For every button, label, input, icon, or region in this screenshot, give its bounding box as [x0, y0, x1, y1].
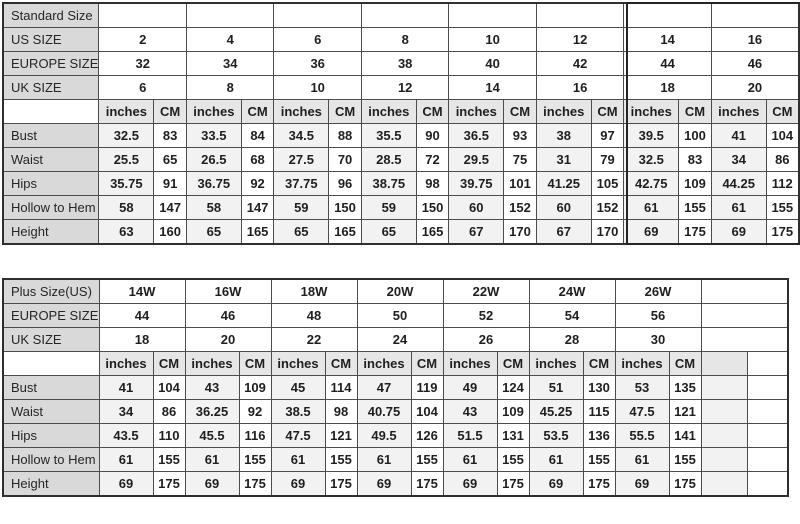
measure-cm-cell: 155 — [669, 448, 701, 472]
measure-inches-cell: 40.75 — [357, 400, 411, 424]
measure-cm-cell: 109 — [679, 172, 712, 196]
size-cell: 8 — [361, 28, 448, 52]
measure-inches-cell: 61 — [271, 448, 325, 472]
measure-inches-cell: 42.75 — [624, 172, 679, 196]
unit-header-cm: CM — [591, 100, 624, 124]
unit-header-inches: inches — [536, 100, 591, 124]
table-row — [3, 279, 788, 304]
measure-cm-cell: 135 — [669, 376, 701, 400]
measure-cm-cell: 97 — [591, 124, 624, 148]
size-cell: 26 — [443, 328, 529, 352]
measure-inches-cell: 51 — [529, 376, 583, 400]
measure-inches-cell: 32.5 — [99, 124, 154, 148]
measure-cm-cell: 112 — [766, 172, 799, 196]
measure-cm-cell: 79 — [591, 148, 624, 172]
size-cell: 4 — [186, 28, 273, 52]
measure-cm-cell: 98 — [416, 172, 449, 196]
size-cell: 12 — [536, 28, 623, 52]
row-label: Hollow to Hem — [3, 448, 99, 472]
measure-inches-cell: 33.5 — [186, 124, 241, 148]
measure-inches-cell: 44.25 — [711, 172, 766, 196]
unit-header-inches: inches — [529, 352, 583, 376]
measure-inches-cell: 67 — [536, 220, 591, 245]
measure-cm-cell: 170 — [504, 220, 537, 245]
measure-cm-cell: 114 — [325, 376, 357, 400]
size-cell — [449, 3, 536, 28]
size-cell: 56 — [615, 304, 701, 328]
empty-cell — [701, 328, 788, 352]
measure-inches-cell: 43 — [443, 400, 497, 424]
size-cell: 18 — [624, 76, 711, 100]
measure-inches-cell: 69 — [99, 472, 153, 497]
measure-inches-cell: 69 — [271, 472, 325, 497]
unit-header-cm: CM — [154, 100, 187, 124]
size-cell: 36 — [274, 52, 361, 76]
table-row — [3, 196, 799, 220]
size-cell — [711, 3, 799, 28]
measure-cm-cell: 165 — [329, 220, 362, 245]
unit-header-cm: CM — [669, 352, 701, 376]
measure-cm-cell: 160 — [154, 220, 187, 245]
table-row — [3, 448, 788, 472]
measure-cm-cell: 155 — [239, 448, 271, 472]
size-cell: 44 — [99, 304, 185, 328]
size-cell: 10 — [274, 76, 361, 100]
measure-inches-cell: 45.25 — [529, 400, 583, 424]
plus-size-table-wrap — [2, 278, 789, 497]
measure-inches-cell: 47 — [357, 376, 411, 400]
size-cell — [624, 3, 711, 28]
table-row — [3, 76, 799, 100]
measure-inches-cell: 69 — [711, 220, 766, 245]
measure-cm-cell: 68 — [241, 148, 274, 172]
measure-cm-cell: 75 — [504, 148, 537, 172]
measure-cm-cell: 150 — [329, 196, 362, 220]
table-row — [3, 28, 799, 52]
measure-inches-cell: 41 — [99, 376, 153, 400]
row-label: EUROPE SIZE — [3, 304, 99, 328]
size-cell: 20 — [711, 76, 799, 100]
empty-cell — [701, 304, 788, 328]
measure-cm-cell: 109 — [497, 400, 529, 424]
measure-inches-cell: 53.5 — [529, 424, 583, 448]
row-label: Hollow to Hem — [3, 196, 99, 220]
measure-inches-cell: 39.75 — [449, 172, 504, 196]
measure-inches-cell: 59 — [274, 196, 329, 220]
measure-cm-cell: 130 — [583, 376, 615, 400]
empty-measure-cell — [701, 472, 747, 497]
row-label: Hips — [3, 424, 99, 448]
table-row — [3, 376, 788, 400]
unit-header-cm: CM — [329, 100, 362, 124]
unit-header-cm: CM — [416, 100, 449, 124]
table-row — [3, 172, 799, 196]
measure-inches-cell: 49 — [443, 376, 497, 400]
measure-cm-cell: 175 — [583, 472, 615, 497]
measure-cm-cell: 86 — [766, 148, 799, 172]
measure-cm-cell: 175 — [153, 472, 185, 497]
size-cell: 46 — [185, 304, 271, 328]
unit-header-cm: CM — [411, 352, 443, 376]
table-row — [3, 472, 788, 497]
size-cell — [361, 3, 448, 28]
measure-cm-cell: 147 — [241, 196, 274, 220]
measure-inches-cell: 63 — [99, 220, 154, 245]
measure-cm-cell: 84 — [241, 124, 274, 148]
size-cell: 16 — [711, 28, 799, 52]
measure-inches-cell: 61 — [615, 448, 669, 472]
empty-measure-cell — [747, 448, 788, 472]
measure-inches-cell: 67 — [449, 220, 504, 245]
measure-inches-cell: 69 — [529, 472, 583, 497]
measure-inches-cell: 38.5 — [271, 400, 325, 424]
empty-measure-cell — [701, 400, 747, 424]
size-cell: 24 — [357, 328, 443, 352]
measure-cm-cell: 83 — [154, 124, 187, 148]
size-cell: 30 — [615, 328, 701, 352]
unit-header-inches: inches — [357, 352, 411, 376]
measure-inches-cell: 41 — [711, 124, 766, 148]
measure-cm-cell: 136 — [583, 424, 615, 448]
measure-inches-cell: 65 — [361, 220, 416, 245]
plus-size-table — [2, 278, 789, 497]
size-cell: 14 — [624, 28, 711, 52]
size-cell: 14 — [449, 76, 536, 100]
unit-header-inches: inches — [274, 100, 329, 124]
size-cell: 34 — [186, 52, 273, 76]
size-cell: 54 — [529, 304, 615, 328]
measure-inches-cell: 65 — [274, 220, 329, 245]
unit-header-cm: CM — [679, 100, 712, 124]
measure-cm-cell: 115 — [583, 400, 615, 424]
measure-inches-cell: 36.5 — [449, 124, 504, 148]
measure-cm-cell: 165 — [416, 220, 449, 245]
size-cell: 12 — [361, 76, 448, 100]
measure-cm-cell: 152 — [591, 196, 624, 220]
measure-inches-cell: 69 — [624, 220, 679, 245]
measure-inches-cell: 69 — [357, 472, 411, 497]
row-label: UK SIZE — [3, 76, 99, 100]
measure-cm-cell: 175 — [669, 472, 701, 497]
size-cell: 42 — [536, 52, 623, 76]
row-label: UK SIZE — [3, 328, 99, 352]
empty-measure-cell — [701, 448, 747, 472]
measure-inches-cell: 29.5 — [449, 148, 504, 172]
measure-inches-cell: 61 — [624, 196, 679, 220]
measure-cm-cell: 141 — [669, 424, 701, 448]
table-title: Standard Size — [3, 3, 99, 28]
measure-inches-cell: 69 — [185, 472, 239, 497]
measure-inches-cell: 41.25 — [536, 172, 591, 196]
measure-cm-cell: 155 — [766, 196, 799, 220]
unit-header-cm: CM — [325, 352, 357, 376]
empty-unit-cell — [747, 352, 788, 376]
table-row — [3, 124, 799, 148]
measure-cm-cell: 104 — [153, 376, 185, 400]
measure-cm-cell: 109 — [239, 376, 271, 400]
measure-cm-cell: 101 — [504, 172, 537, 196]
size-cell: 6 — [274, 28, 361, 52]
measure-cm-cell: 175 — [325, 472, 357, 497]
unit-header-inches: inches — [615, 352, 669, 376]
measure-inches-cell: 51.5 — [443, 424, 497, 448]
measure-inches-cell: 35.75 — [99, 172, 154, 196]
table-row — [3, 304, 788, 328]
measure-inches-cell: 38 — [536, 124, 591, 148]
measure-inches-cell: 58 — [186, 196, 241, 220]
measure-cm-cell: 86 — [153, 400, 185, 424]
size-cell: 44 — [624, 52, 711, 76]
measure-inches-cell: 58 — [99, 196, 154, 220]
measure-inches-cell: 61 — [443, 448, 497, 472]
measure-inches-cell: 43 — [185, 376, 239, 400]
size-cell — [274, 3, 361, 28]
unit-header-inches: inches — [449, 100, 504, 124]
measure-cm-cell: 152 — [504, 196, 537, 220]
measure-inches-cell: 34 — [99, 400, 153, 424]
measure-inches-cell: 35.5 — [361, 124, 416, 148]
size-cell — [99, 3, 186, 28]
measure-cm-cell: 105 — [591, 172, 624, 196]
measure-inches-cell: 27.5 — [274, 148, 329, 172]
measure-cm-cell: 65 — [154, 148, 187, 172]
size-cell: 14W — [99, 279, 185, 304]
measure-cm-cell: 83 — [679, 148, 712, 172]
row-label: Waist — [3, 400, 99, 424]
size-cell: 20W — [357, 279, 443, 304]
measure-cm-cell: 72 — [416, 148, 449, 172]
row-label: Bust — [3, 124, 99, 148]
size-cell: 2 — [99, 28, 186, 52]
measure-cm-cell: 126 — [411, 424, 443, 448]
measure-cm-cell: 93 — [504, 124, 537, 148]
measure-cm-cell: 170 — [591, 220, 624, 245]
size-cell: 32 — [99, 52, 186, 76]
measure-cm-cell: 155 — [497, 448, 529, 472]
table-row — [3, 3, 799, 28]
measure-inches-cell: 36.25 — [185, 400, 239, 424]
empty-measure-cell — [747, 472, 788, 497]
unit-header-cm: CM — [583, 352, 615, 376]
size-cell: 24W — [529, 279, 615, 304]
row-label: Height — [3, 220, 99, 245]
unit-header-cm: CM — [239, 352, 271, 376]
row-label: Height — [3, 472, 99, 497]
measure-cm-cell: 155 — [153, 448, 185, 472]
row-label: Hips — [3, 172, 99, 196]
size-cell: 40 — [449, 52, 536, 76]
measure-cm-cell: 121 — [325, 424, 357, 448]
size-cell: 10 — [449, 28, 536, 52]
measure-inches-cell: 38.75 — [361, 172, 416, 196]
unit-header-inches: inches — [711, 100, 766, 124]
size-cell: 8 — [186, 76, 273, 100]
measure-cm-cell: 116 — [239, 424, 271, 448]
table-row — [3, 100, 799, 124]
unit-header-inches: inches — [186, 100, 241, 124]
measure-cm-cell: 175 — [497, 472, 529, 497]
table-row — [3, 400, 788, 424]
unit-header-inches: inches — [99, 352, 153, 376]
table-row — [3, 328, 788, 352]
measure-inches-cell: 61 — [711, 196, 766, 220]
empty-measure-cell — [701, 424, 747, 448]
measure-cm-cell: 121 — [669, 400, 701, 424]
measure-cm-cell: 98 — [325, 400, 357, 424]
measure-cm-cell: 155 — [325, 448, 357, 472]
size-cell: 22W — [443, 279, 529, 304]
unit-header-cm: CM — [497, 352, 529, 376]
measure-inches-cell: 26.5 — [186, 148, 241, 172]
measure-inches-cell: 34 — [711, 148, 766, 172]
measure-inches-cell: 55.5 — [615, 424, 669, 448]
measure-cm-cell: 155 — [411, 448, 443, 472]
unit-header-cm: CM — [766, 100, 799, 124]
measure-cm-cell: 155 — [583, 448, 615, 472]
size-cell: 50 — [357, 304, 443, 328]
measure-inches-cell: 47.5 — [615, 400, 669, 424]
unit-header-inches: inches — [361, 100, 416, 124]
standard-size-table — [2, 2, 800, 245]
measure-inches-cell: 45.5 — [185, 424, 239, 448]
size-cell: 20 — [185, 328, 271, 352]
unit-header-cm: CM — [241, 100, 274, 124]
size-cell: 28 — [529, 328, 615, 352]
measure-cm-cell: 155 — [679, 196, 712, 220]
measure-inches-cell: 31 — [536, 148, 591, 172]
measure-cm-cell: 92 — [241, 172, 274, 196]
measure-cm-cell: 175 — [766, 220, 799, 245]
size-cell: 16 — [536, 76, 623, 100]
empty-unit-cell — [701, 352, 747, 376]
measure-cm-cell: 147 — [154, 196, 187, 220]
table-row — [3, 52, 799, 76]
measure-inches-cell: 39.5 — [624, 124, 679, 148]
measure-inches-cell: 47.5 — [271, 424, 325, 448]
measure-cm-cell: 175 — [411, 472, 443, 497]
measure-inches-cell: 69 — [615, 472, 669, 497]
measure-cm-cell: 131 — [497, 424, 529, 448]
unit-row-label — [3, 100, 99, 124]
measure-inches-cell: 60 — [449, 196, 504, 220]
row-label: Waist — [3, 148, 99, 172]
unit-header-inches: inches — [99, 100, 154, 124]
measure-cm-cell: 100 — [679, 124, 712, 148]
unit-header-inches: inches — [443, 352, 497, 376]
standard-size-table-wrap — [2, 2, 800, 245]
measure-inches-cell: 37.75 — [274, 172, 329, 196]
measure-inches-cell: 28.5 — [361, 148, 416, 172]
measure-inches-cell: 32.5 — [624, 148, 679, 172]
measure-inches-cell: 43.5 — [99, 424, 153, 448]
measure-cm-cell: 104 — [766, 124, 799, 148]
row-label: Bust — [3, 376, 99, 400]
unit-header-cm: CM — [153, 352, 185, 376]
size-cell — [536, 3, 623, 28]
measure-cm-cell: 70 — [329, 148, 362, 172]
empty-measure-cell — [701, 376, 747, 400]
unit-row-label — [3, 352, 99, 376]
measure-inches-cell: 61 — [529, 448, 583, 472]
row-label: EUROPE SIZE — [3, 52, 99, 76]
size-cell — [186, 3, 273, 28]
size-cell: 18 — [99, 328, 185, 352]
unit-header-inches: inches — [185, 352, 239, 376]
measure-inches-cell: 61 — [185, 448, 239, 472]
empty-measure-cell — [747, 400, 788, 424]
unit-header-cm: CM — [504, 100, 537, 124]
size-cell: 16W — [185, 279, 271, 304]
table-title: Plus Size(US) — [3, 279, 99, 304]
unit-header-inches: inches — [624, 100, 679, 124]
measure-inches-cell: 36.75 — [186, 172, 241, 196]
measure-inches-cell: 45 — [271, 376, 325, 400]
table-row — [3, 148, 799, 172]
measure-cm-cell: 175 — [679, 220, 712, 245]
measure-inches-cell: 65 — [186, 220, 241, 245]
measure-cm-cell: 165 — [241, 220, 274, 245]
measure-inches-cell: 25.5 — [99, 148, 154, 172]
measure-cm-cell: 104 — [411, 400, 443, 424]
table-row — [3, 220, 799, 245]
measure-cm-cell: 91 — [154, 172, 187, 196]
size-cell: 18W — [271, 279, 357, 304]
size-cell: 46 — [711, 52, 799, 76]
unit-header-inches: inches — [271, 352, 325, 376]
measure-inches-cell: 61 — [357, 448, 411, 472]
measure-cm-cell: 88 — [329, 124, 362, 148]
measure-inches-cell: 53 — [615, 376, 669, 400]
measure-cm-cell: 119 — [411, 376, 443, 400]
measure-cm-cell: 96 — [329, 172, 362, 196]
measure-inches-cell: 34.5 — [274, 124, 329, 148]
empty-measure-cell — [747, 424, 788, 448]
table-row — [3, 424, 788, 448]
table-row — [3, 352, 788, 376]
size-cell: 22 — [271, 328, 357, 352]
measure-cm-cell: 124 — [497, 376, 529, 400]
empty-measure-cell — [747, 376, 788, 400]
row-label: US SIZE — [3, 28, 99, 52]
size-cell: 52 — [443, 304, 529, 328]
measure-inches-cell: 69 — [443, 472, 497, 497]
empty-cell — [701, 279, 788, 304]
size-cell: 48 — [271, 304, 357, 328]
measure-cm-cell: 90 — [416, 124, 449, 148]
measure-inches-cell: 61 — [99, 448, 153, 472]
size-cell: 38 — [361, 52, 448, 76]
measure-cm-cell: 150 — [416, 196, 449, 220]
measure-inches-cell: 60 — [536, 196, 591, 220]
measure-inches-cell: 59 — [361, 196, 416, 220]
measure-cm-cell: 110 — [153, 424, 185, 448]
measure-cm-cell: 175 — [239, 472, 271, 497]
size-cell: 6 — [99, 76, 186, 100]
size-cell: 26W — [615, 279, 701, 304]
measure-cm-cell: 92 — [239, 400, 271, 424]
measure-inches-cell: 49.5 — [357, 424, 411, 448]
